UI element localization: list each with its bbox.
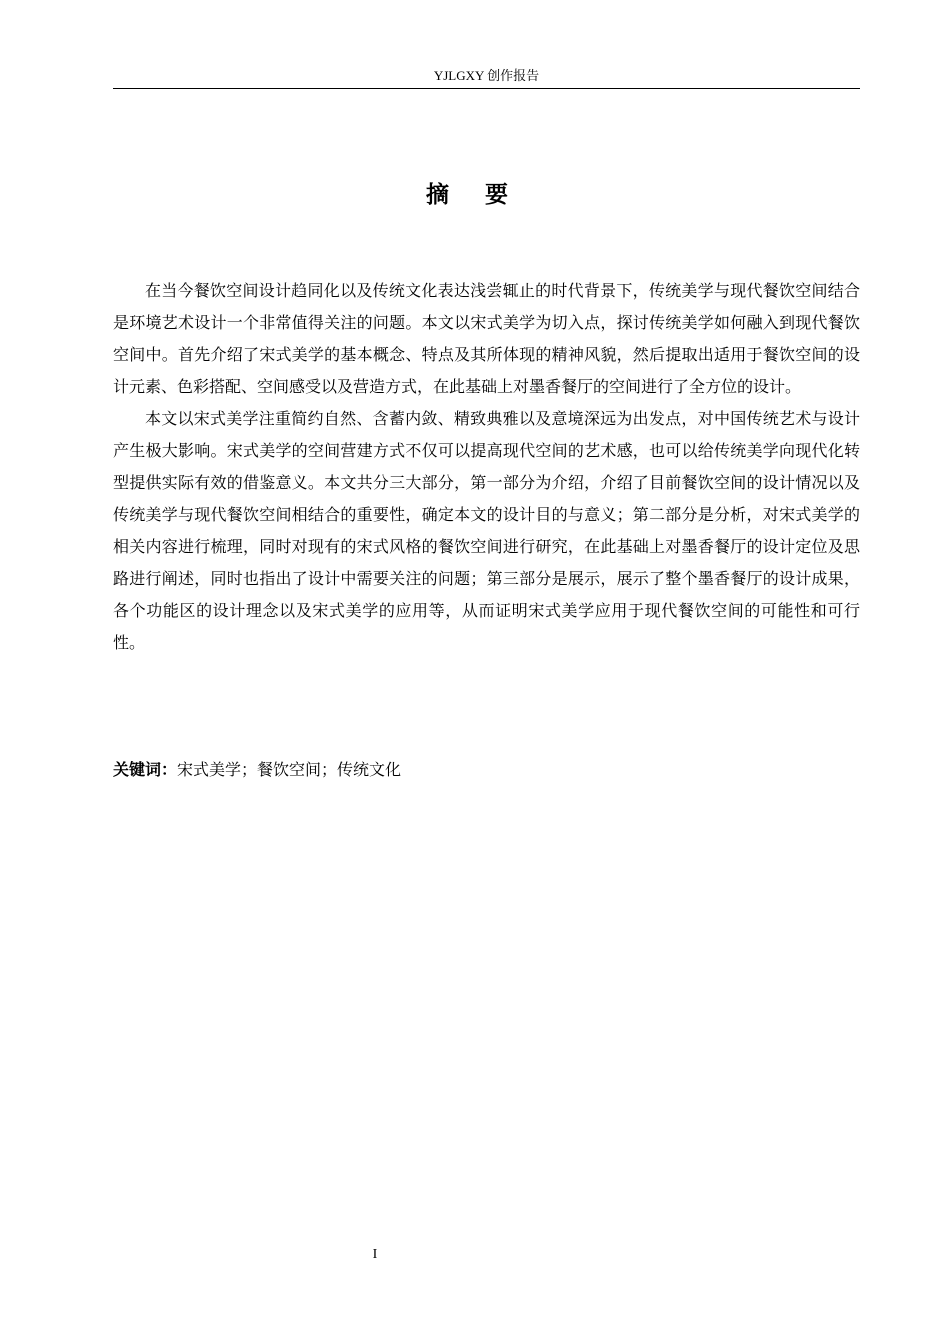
page-number: I [372,1247,378,1262]
abstract-body [113,275,860,659]
abstract-paragraph-2: 本文以宋式美学注重简约自然、含蓄内敛、精致典雅以及意境深远为出发点，对中国传统艺术与设计产生极大影响。宋式美学的空间营建方式不仅可以提高现代空间的艺术感，也可以给传统美学向现代化转型提供实际有效的借鉴意义。本文共分三大部分，第一部分为介绍，介绍了目前餐饮空间的设计情况以及传统美学与现代餐饮空间相结合的重要性，确定本文的设计目的与意义；第二部分是分析，对宋式美学的相关内容进行梳理，同时对现有的宋式风格的餐饮空间进行研究，在此基础上对墨香餐厅的设计定位及思路进行阐述，同时也指出了设计中需要关注的问题；第三部分是展示，展示了整个墨香餐厅的设计成果，各个功能区的设计理念以及宋式美学的应用等，从而证明宋式美学应用于现代餐饮空间的可能性和可行性。 [113,409,860,652]
page-header [113,66,860,89]
abstract-paragraph-1: 在当今餐饮空间设计趋同化以及传统文化表达浅尝辄止的时代背景下，传统美学与现代餐饮空间结合是环境艺术设计一个非常值得关注的问题。本文以宋式美学为切入点，探讨传统美学如何融入到现代餐饮空间中。首先介绍了宋式美学的基本概念、特点及其所体现的精神风貌，然后提取出适用于餐饮空间的设计元素、色彩搭配、空间感受以及营造方式，在此基础上对墨香餐厅的空间进行了全方位的设计。 [113,281,860,396]
header-text: YJLGXY 创作报告 [433,68,540,83]
keywords-label: 关键词： [113,760,178,779]
keywords-value: 宋式美学；餐饮空间；传统文化 [177,760,402,779]
keywords-line [113,755,860,785]
abstract-title: 摘要 [426,182,544,208]
